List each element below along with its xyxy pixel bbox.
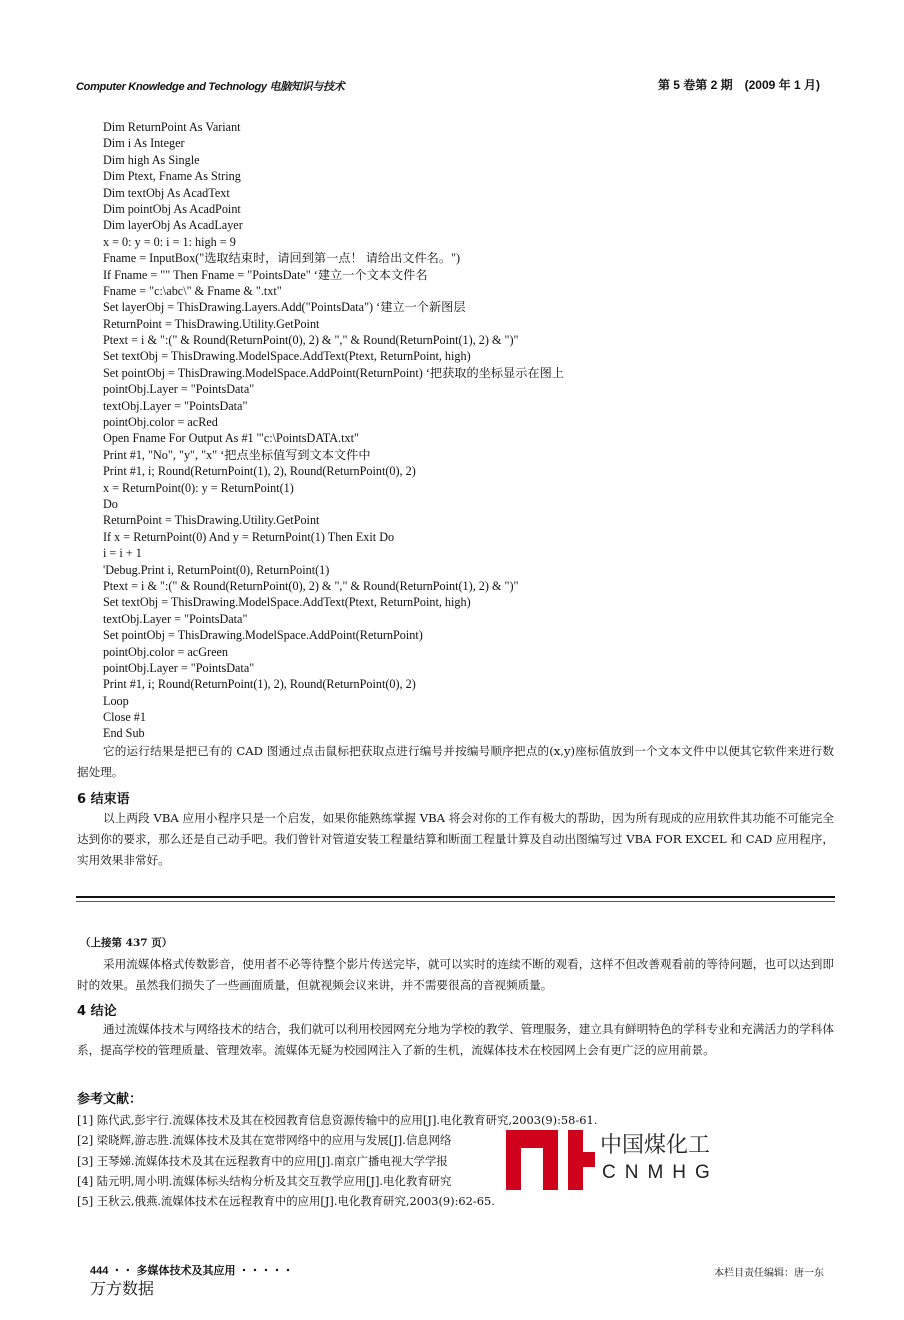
code-line: Do	[103, 496, 118, 511]
code-block	[103, 119, 863, 742]
code-line: Fname = InputBox("选取结束时，请回到第一点！ 请给出文件名。")	[103, 251, 461, 266]
code-line: Dim layerObj As AcadLayer	[103, 218, 243, 233]
code-line: textObj.Layer = "PointsData"	[103, 611, 248, 626]
watermark-logo	[498, 1128, 738, 1192]
watermark-cn-text: 中国煤化工	[600, 1133, 711, 1158]
references-heading: 参考文献：	[77, 1092, 143, 1107]
footer-page-section: 444 ・・ 多媒体技术及其应用 ・・・・・	[90, 1265, 294, 1277]
continued-paragraph: 采用流媒体格式传数影音，使用者不必等待整个影片传送完毕，就可以实时的连续不断的观看，这样不但改善观看前的等待问题，也可以达到即时的效果。虽然我们损失了一些画面质量，但就视频会议来讲，并不需要很高的音视频质量。	[77, 957, 834, 992]
code-line: pointObj.color = acGreen	[103, 644, 228, 659]
code-line: pointObj.color = acRed	[103, 415, 218, 430]
result-paragraph: 它的运行结果是把已有的 CAD 图通过点击鼠标把获取点进行编号并按编号顺序把点的(x,y)座标值放到一个文本文件中以便其它软件来进行数据处理。	[77, 744, 834, 779]
code-line: If Fname = "" Then Fname = "PointsDate" ‘建立一个文本文件名	[103, 267, 428, 282]
code-line: Print #1, i; Round(ReturnPoint(1), 2), Round(ReturnPoint(0), 2)	[103, 677, 416, 692]
code-line: Set pointObj = ThisDrawing.ModelSpace.AddPoint(ReturnPoint)	[103, 628, 423, 643]
reference-item: [5] 王秋云,俄燕.流媒体技术在远程教育中的应用[J].电化教育研究,2003(9):62-65.	[77, 1194, 495, 1209]
section-4-heading: 4 结论	[77, 1004, 117, 1019]
code-line: Open Fname For Output As #1 '"c:\PointsDATA.txt"	[103, 431, 359, 446]
section-4-body: 通过流媒体技术与网络技术的结合，我们就可以利用校园网充分地为学校的教学、管理服务，建立具有鲜明特色的学科专业和充满活力的学科体系，提高学校的管理质量、管理效率。流媒体无疑为校园网注入了新的生机，流媒体技术在校园网上会有更广泛的应用前景。	[77, 1022, 834, 1057]
code-line: Set layerObj = ThisDrawing.Layers.Add("PointsData") ‘建立一个新图层	[103, 300, 466, 315]
code-line: x = ReturnPoint(0): y = ReturnPoint(1)	[103, 480, 294, 495]
code-line: pointObj.Layer = "PointsData"	[103, 382, 255, 397]
code-line: x = 0: y = 0: i = 1: high = 9	[103, 234, 236, 249]
code-line: Dim i As Integer	[103, 136, 185, 151]
code-line: Dim textObj As AcadText	[103, 185, 230, 200]
continued-note: （上接第 437 页）	[80, 937, 173, 949]
code-line: Dim pointObj As AcadPoint	[103, 201, 241, 216]
section-6-body: 以上两段 VBA 应用小程序只是一个启发，如果你能熟练掌握 VBA 将会对你的工作有极大的帮助，因为所有现成的应用软件其功能不可能完全达到你的要求，那么还是自己动手吧。我们曾针对管道安装工程量结算和断面工程量计算及自动出图编写过 VBA FOR EXCEL 和 CAD 应用程序，实用效果非常好。	[77, 811, 834, 867]
journal-title: Computer Knowledge and Technology 电脑知识与技术	[76, 81, 345, 93]
code-line: Dim ReturnPoint As Variant	[103, 120, 241, 134]
code-line: Print #1, i; Round(ReturnPoint(1), 2), Round(ReturnPoint(0), 2)	[103, 464, 416, 479]
code-line: Loop	[103, 693, 129, 708]
code-line: Ptext = i & ":(" & Round(ReturnPoint(0), 2) & "," & Round(ReturnPoint(1), 2) & ")"	[103, 333, 519, 348]
code-line: Set textObj = ThisDrawing.ModelSpace.AddText(Ptext, ReturnPoint, high)	[103, 595, 471, 610]
issue-info: 第 5 卷第 2 期 (2009 年 1 月)	[657, 78, 820, 92]
code-line: ReturnPoint = ThisDrawing.Utility.GetPoint	[103, 316, 320, 331]
section-divider-thin	[76, 901, 835, 902]
source-watermark: 万方数据	[90, 1279, 155, 1298]
reference-item: [2] 梁晓辉,游志胜.流媒体技术及其在宽带网络中的应用与发展[J].信息网络	[77, 1133, 452, 1148]
reference-item: [3] 王琴娣.流媒体技术及其在远程教育中的应用[J].南京广播电视大学学报	[77, 1153, 448, 1168]
code-line: Dim high As Single	[103, 152, 200, 167]
code-line: Print #1, "No", "y", "x" ‘把点坐标值写到文本文件中	[103, 447, 371, 462]
code-line: Fname = "c:\abc\" & Fname & ".txt"	[103, 283, 282, 298]
reference-item: [1] 陈代武,彭宇行.流媒体技术及其在校园教育信息资源传输中的应用[J].电化教育研究,2003(9):58-61.	[77, 1113, 598, 1127]
watermark-en-text: CNMHG	[602, 1162, 719, 1183]
section-divider	[76, 896, 835, 898]
code-line: Set pointObj = ThisDrawing.ModelSpace.AddPoint(ReturnPoint) ‘把获取的坐标显示在图上	[103, 365, 564, 380]
code-line: Close #1	[103, 710, 146, 725]
code-line: End Sub	[103, 726, 145, 741]
code-line: pointObj.Layer = "PointsData"	[103, 660, 255, 675]
code-line: Dim Ptext, Fname As String	[103, 169, 241, 184]
footer-editor: 本栏目责任编辑：唐一东	[714, 1268, 824, 1279]
code-line: i = i + 1	[103, 546, 142, 561]
code-line: textObj.Layer = "PointsData"	[103, 398, 248, 413]
code-line: ReturnPoint = ThisDrawing.Utility.GetPoint	[103, 513, 320, 528]
reference-item: [4] 陆元明,周小明.流媒体标头结构分析及其交互教学应用[J].电化教育研究	[77, 1173, 452, 1188]
code-line: If x = ReturnPoint(0) And y = ReturnPoint(1) Then Exit Do	[103, 529, 395, 544]
code-line: Ptext = i & ":(" & Round(ReturnPoint(0), 2) & "," & Round(ReturnPoint(1), 2) & ")"	[103, 578, 519, 593]
code-line: Set textObj = ThisDrawing.ModelSpace.AddText(Ptext, ReturnPoint, high)	[103, 349, 471, 364]
code-line: 'Debug.Print i, ReturnPoint(0), ReturnPoint(1)	[103, 562, 330, 577]
section-6-heading: 6 结束语	[77, 792, 130, 807]
